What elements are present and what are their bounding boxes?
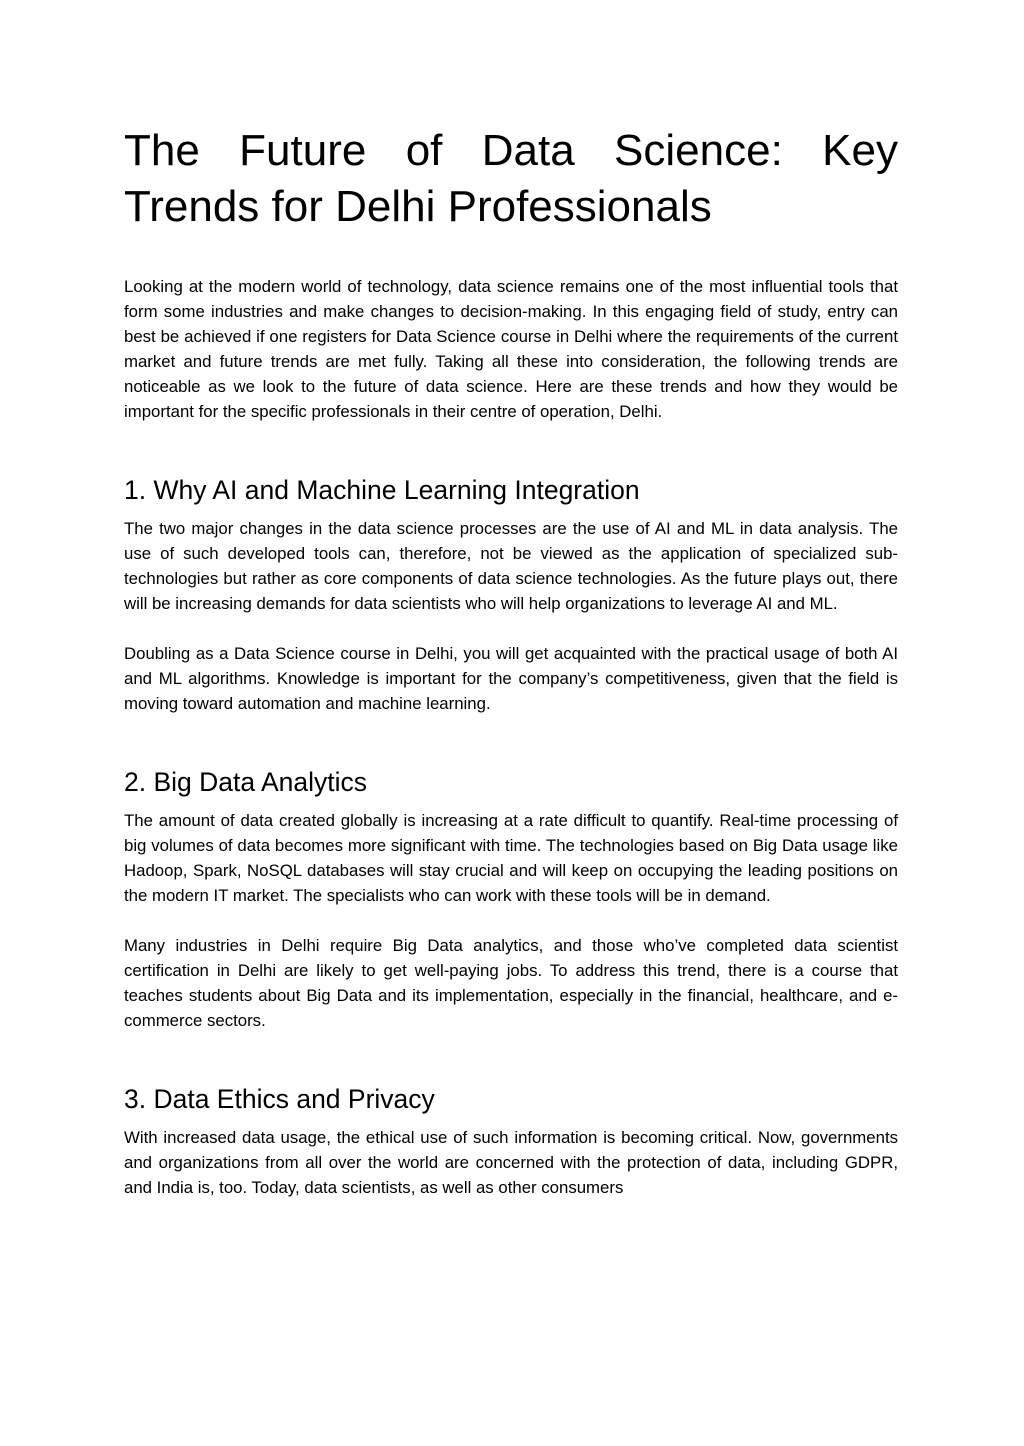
section-paragraph: Doubling as a Data Science course in Delhi, you will get acquainted with the practical usage of both AI and ML algorithms. Knowledge is important for the company’s competitiveness, given that the field is moving toward automation and machine learning.: [124, 644, 898, 713]
section-paragraph: Many industries in Delhi require Big Data analytics, and those who’ve completed data scientist certification in Delhi are likely to get well-paying jobs. To address this trend, there is a course that teaches students about Big Data and its implementation, especially in the financial, healthcare, and e-commerce sectors.: [124, 936, 898, 1030]
section-heading: 3. Data Ethics and Privacy: [124, 1084, 435, 1114]
section-big-data: [124, 766, 898, 1033]
document-title: The Future of Data Science: Key Trends for Delhi Professionals: [124, 126, 898, 231]
section-heading: 2. Big Data Analytics: [124, 767, 368, 797]
intro-paragraph: Looking at the modern world of technology, data science remains one of the most influential tools that form some industries and make changes to decision-making. In this engaging field of study, entry can best be achieved if one registers for Data Science course in Delhi where the requirements of the current market and future trends are met fully. Taking all these into consideration, the following trends are noticeable as we look to the future of data science. Here are these trends and how they would be important for the specific professionals in their centre of operation, Delhi.: [124, 277, 898, 421]
document-page: [124, 123, 898, 1200]
section-paragraph: The two major changes in the data science processes are the use of AI and ML in data analysis. The use of such developed tools can, therefore, not be viewed as the application of specialized sub-technologies but rather as core components of data science technologies. As the future plays out, there will be increasing demands for data scientists who will help organizations to leverage AI and ML.: [124, 519, 898, 613]
section-ai-ml: [124, 474, 898, 716]
section-heading: 1. Why AI and Machine Learning Integration: [124, 475, 640, 505]
section-ethics-privacy: [124, 1083, 898, 1200]
section-paragraph: With increased data usage, the ethical use of such information is becoming critical. Now, governments and organizations from all over the world are concerned with the protection of data, including GDPR, and India is, too. Today, data scientists, as well as other consumers: [124, 1128, 898, 1197]
section-paragraph: The amount of data created globally is increasing at a rate difficult to quantify. Real-time processing of big volumes of data becomes more significant with time. The technologies based on Big Data usage like Hadoop, Spark, NoSQL databases will stay crucial and will keep on occupying the leading positions on the modern IT market. The specialists who can work with these tools will be in demand.: [124, 811, 898, 905]
